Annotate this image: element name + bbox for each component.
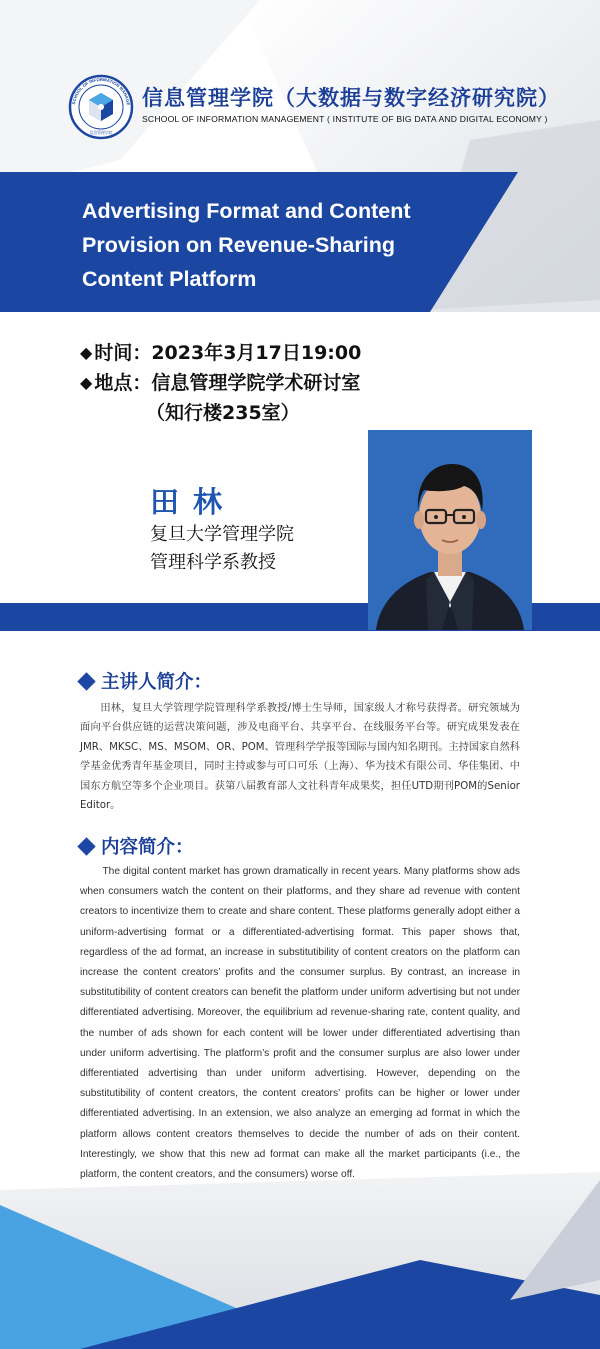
logo-inner-text: 信息管理学院: [89, 130, 113, 135]
logo-ring-text: SCHOOL OF INFORMATION MANAGE: [71, 76, 131, 106]
time-label: 时间：: [94, 342, 152, 364]
school-name-en: SCHOOL OF INFORMATION MANAGEMENT ( INSTITUTE OF BIG DATA AND DIGITAL ECONOMY ): [142, 114, 548, 124]
diamond-bullet-icon: ◆: [80, 343, 93, 362]
diamond-bullet-icon: [77, 837, 95, 855]
place-row: [80, 368, 361, 398]
bio-heading: [78, 668, 212, 694]
abstract-heading-text: 内容简介：: [101, 837, 194, 858]
speaker-name: 田林: [150, 485, 237, 519]
speaker-photo: [368, 430, 532, 630]
talk-title-line: Advertising Format and Content: [82, 199, 411, 223]
place-detail: （知行楼235室）: [146, 402, 300, 424]
bio-heading-text: 主讲人简介：: [101, 672, 213, 693]
talk-title: [82, 194, 472, 296]
time-row: [80, 338, 361, 368]
talk-title-line: Provision on Revenue-Sharing: [82, 233, 395, 257]
talk-title-line: Content Platform: [82, 267, 257, 291]
abstract-heading: [78, 833, 194, 859]
abstract-text: The digital content market has grown dramatically in recent years. Many platforms show ads when consumers watch the content on their platforms, and they share ad revenue with content creators to incentivize them to create and share content. These platforms generally adopt either a uniform-advertising format or a differentiated-advertising format. This paper shows that, regardless of the ad format, an increase in substitutibility of content creators on the platform can increase the content creators’ profits and the consumer surplus. By contrast, an increase in substitutibility of content creators can benefit the platform under uniform advertising but not under differentiated advertising. Moreover, the equilibrium ad revenue-sharing rate, content quality, and the number of ads shown for each content will be lower under differentiated advertising than under uniform advertising. The platform’s profit and the consumer surplus are also lower under differentiated advertising than under uniform advertising. However, depending on the substitutibility of content creators, the content creators’ profits can be higher or lower under differentiated advertising. In an extension, we also analyze an emerging ad format in which the platform allows content creators themselves to decide the number of ads on their content. Interestingly, we show that this new ad format can make all the market participants (i.e., the platform, the content creators, and the consumers) worse off.: [80, 866, 520, 1181]
place-value: 信息管理学院学术研讨室: [151, 372, 361, 394]
school-seal-logo: [68, 74, 134, 140]
school-name-cn: 信息管理学院（大数据与数字经济研究院）: [142, 86, 560, 110]
speaker-affiliation-line: 复旦大学管理学院: [150, 524, 294, 545]
place-label: 地点：: [94, 372, 152, 394]
bio-text: 田林，复旦大学管理学院管理科学系教授/博士生导师，国家级人才称号获得者。研究领域为面向平台供应链的运营决策问题，涉及电商平台、共享平台、在线服务平台等。研究成果发表在JMR、MKSC、MS、MSOM、OR、POM、管理科学学报等国际与国内知名期刊。主持国家自然科学基金优秀青年基金项目，同时主持或参与可口可乐（上海）、华为技术有限公司、华佳集团、中国东方航空等多个企业项目。获第八届教育部人文社科青年成果奖，担任UTD期刊POM的Senior Editor。: [80, 703, 520, 812]
speaker-affiliation-line: 管理科学系教授: [150, 552, 276, 573]
diamond-bullet-icon: ◆: [80, 373, 93, 392]
event-info: [80, 338, 361, 428]
diamond-bullet-icon: [77, 672, 95, 690]
speaker-affiliation: [150, 521, 294, 577]
time-value: 2023年3月17日19:00: [151, 342, 362, 364]
